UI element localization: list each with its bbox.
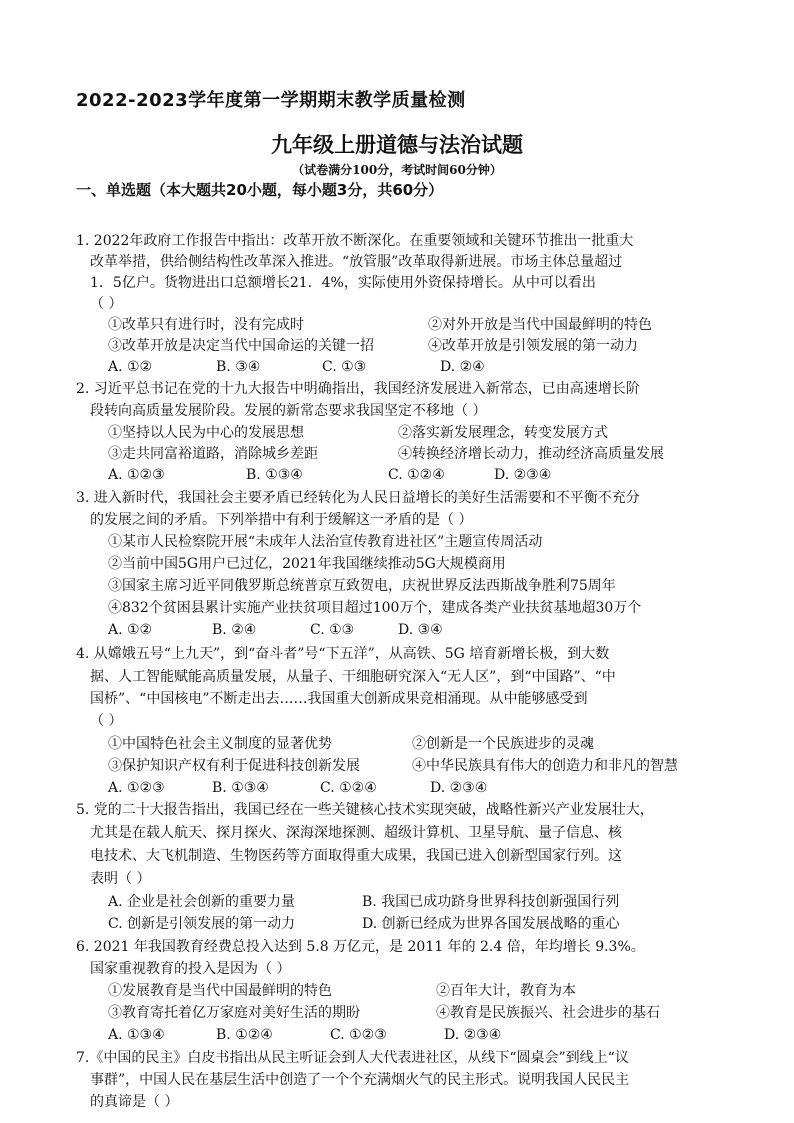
q2-option-2: ②落实新发展理念，转变发展方式 (398, 425, 608, 441)
q6-answer-a: A. ①③④ (108, 1027, 165, 1043)
q1-answer-b: B. ③④ (216, 359, 261, 375)
q4-line-4: （ ） (90, 713, 123, 729)
q3-line-1: 3. 进入新时代，我国社会主要矛盾已经转化为人民日益增长的美好生活需要和不平衡不充分 (76, 490, 640, 506)
q1-line-1: 1. 2022年政府工作报告中指出：改革开放不断深化。在重要领域和关键环节推出一批重大 (76, 233, 634, 249)
q5-line-3: 电技术、大飞机制造、生物医药等方面取得重大成果，我国已进入创新型国家行列。这 (90, 848, 622, 864)
q2-answer-b: B. ①③④ (246, 467, 303, 483)
q2-answer-c: C. ①②④ (388, 467, 445, 483)
q2-answer-d: D. ②③④ (494, 467, 552, 483)
q7-line-1: 7.《中国的民主》白皮书指出从民主听证会到人大代表进社区，从线下“圆桌会”到线上“议 (76, 1050, 629, 1066)
q2-option-3: ③走共同富裕道路，消除城乡差距 (108, 446, 318, 462)
q4-answer-a: A. ①②③ (108, 780, 165, 796)
section-heading: 一、单选题（本大题共20小题，每小题3分，共60分） (76, 181, 444, 199)
q3-answer-a: A. ①② (108, 622, 153, 638)
q2-option-1: ①坚持以人民为中心的发展思想 (108, 425, 304, 441)
q1-answer-d: D. ②④ (440, 359, 485, 375)
q6-answer-b: B. ①②④ (216, 1027, 273, 1043)
q4-answer-b: B. ①③④ (212, 780, 269, 796)
q3-option-4: ④832个贫困县累计实施产业扶贫项目超过100万个，建成各类产业扶贫基地超30万个 (108, 600, 642, 616)
q1-line-3: 1．5亿户。货物进出口总额增长21．4%，实际使用外资保持增长。从中可以看出 (90, 275, 596, 291)
q4-option-1: ①中国特色社会主义制度的显著优势 (108, 736, 332, 752)
q1-line-2: 改革举措，供给侧结构性改革深入推进。“放管服”改革取得新进展。市场主体总量超过 (90, 254, 623, 270)
q5-option-c: C. 创新是引领发展的第一动力 (108, 916, 296, 932)
q3-answer-b: B. ②④ (212, 622, 257, 638)
q6-option-4: ④教育是民族振兴、社会进步的基石 (436, 1005, 660, 1021)
exam-note: （试卷满分100分，考试时间60分钟） (292, 163, 502, 177)
q1-line-4: （ ） (90, 296, 123, 312)
q2-option-4: ④转换经济增长动力，推动经济高质量发展 (398, 446, 664, 462)
exam-title: 2022-2023学年度第一学期期末教学质量检测 (76, 90, 466, 111)
q4-option-3: ③保护知识产权有利于促进科技创新发展 (108, 758, 360, 774)
q5-line-1: 5. 党的二十大报告指出，我国已经在一些关键核心技术实现突破，战略性新兴产业发展壮大， (76, 802, 654, 818)
q6-option-2: ②百年大计，教育为本 (436, 983, 576, 999)
q1-answer-a: A. ①② (108, 359, 153, 375)
q3-option-2: ②当前中国5G用户已过亿，2021年我国继续推动5G大规模商用 (108, 556, 506, 572)
q7-line-3: 的真谛是（ ） (90, 1094, 179, 1110)
q4-answer-d: D. ②③④ (430, 780, 488, 796)
q6-option-1: ①发展教育是当代中国最鲜明的特色 (108, 983, 332, 999)
q4-option-2: ②创新是一个民族进步的灵魂 (412, 736, 594, 752)
q6-line-1: 6. 2021 年我国教育经费总投入达到 5.8 万亿元，是 2011 年的 2.4 倍，年均增长 9.3%。 (76, 939, 645, 955)
q6-answer-c: C. ①②③ (330, 1027, 387, 1043)
q6-line-2: 国家重视教育的投入是因为（ ） (90, 961, 291, 977)
q4-line-2: 据、人工智能赋能高质量发展，从量子、干细胞研究深入“无人区”，到“中国路”、“中 (90, 669, 616, 685)
q3-line-2: 的发展之间的矛盾。下列举措中有利于缓解这一矛盾的是（ ） (90, 512, 473, 528)
q4-option-4: ④中华民族具有伟大的创造力和非凡的智慧 (412, 758, 678, 774)
q1-option-4: ④改革开放是引领发展的第一动力 (428, 338, 638, 354)
q1-answer-c: C. ①③ (322, 359, 367, 375)
q3-answer-d: D. ③④ (398, 622, 443, 638)
q2-answer-a: A. ①②③ (108, 467, 165, 483)
q6-answer-d: D. ②③④ (444, 1027, 502, 1043)
q1-option-3: ③改革开放是决定当代中国命运的关键一招 (108, 338, 374, 354)
q5-option-d: D. 创新已经成为世界各国发展战略的重心 (362, 916, 620, 932)
q1-option-2: ②对外开放是当代中国最鲜明的特色 (428, 317, 652, 333)
q3-option-3: ③国家主席习近平同俄罗斯总统普京互致贺电，庆祝世界反法西斯战争胜利75周年 (108, 578, 616, 594)
q3-answer-c: C. ①③ (310, 622, 355, 638)
q5-line-4: 表明（ ） (90, 871, 151, 887)
q5-option-a: A. 企业是社会创新的重要力量 (108, 894, 296, 910)
q7-line-2: 事群”，中国人民在基层生活中创造了一个个充满烟火气的民主形式。说明我国人民民主 (90, 1072, 630, 1088)
q3-option-1: ①某市人民检察院开展“未成年人法治宣传教育进社区”主题宣传周活动 (108, 534, 543, 550)
q2-line-2: 段转向高质量发展阶段。发展的新常态要求我国坚定不移地（ ） (90, 403, 487, 419)
q6-option-3: ③教育寄托着亿万家庭对美好生活的期盼 (108, 1005, 360, 1021)
q4-line-1: 4. 从嫦娥五号“上九天”，到“奋斗者”号“下五洋”，从高铁、5G 培育新增长极，到大数 (76, 646, 610, 662)
subject-title: 九年级上册道德与法治试题 (271, 133, 523, 157)
q4-line-3: 国桥”、“中国核电”不断走出去……我国重大创新成果竞相涌现。从中能够感受到 (90, 691, 588, 707)
q2-line-1: 2. 习近平总书记在党的十九大报告中明确指出，我国经济发展进入新常态，已由高速增长阶 (76, 381, 640, 397)
q5-option-b: B. 我国已成功跻身世界科技创新强国行列 (362, 894, 620, 910)
q5-line-2: 尤其是在载人航天、探月探火、深海深地探测、超级计算机、卫星导航、量子信息、核 (90, 825, 622, 841)
q1-option-1: ①改革只有进行时，没有完成时 (108, 317, 304, 333)
q4-answer-c: C. ①②④ (320, 780, 377, 796)
